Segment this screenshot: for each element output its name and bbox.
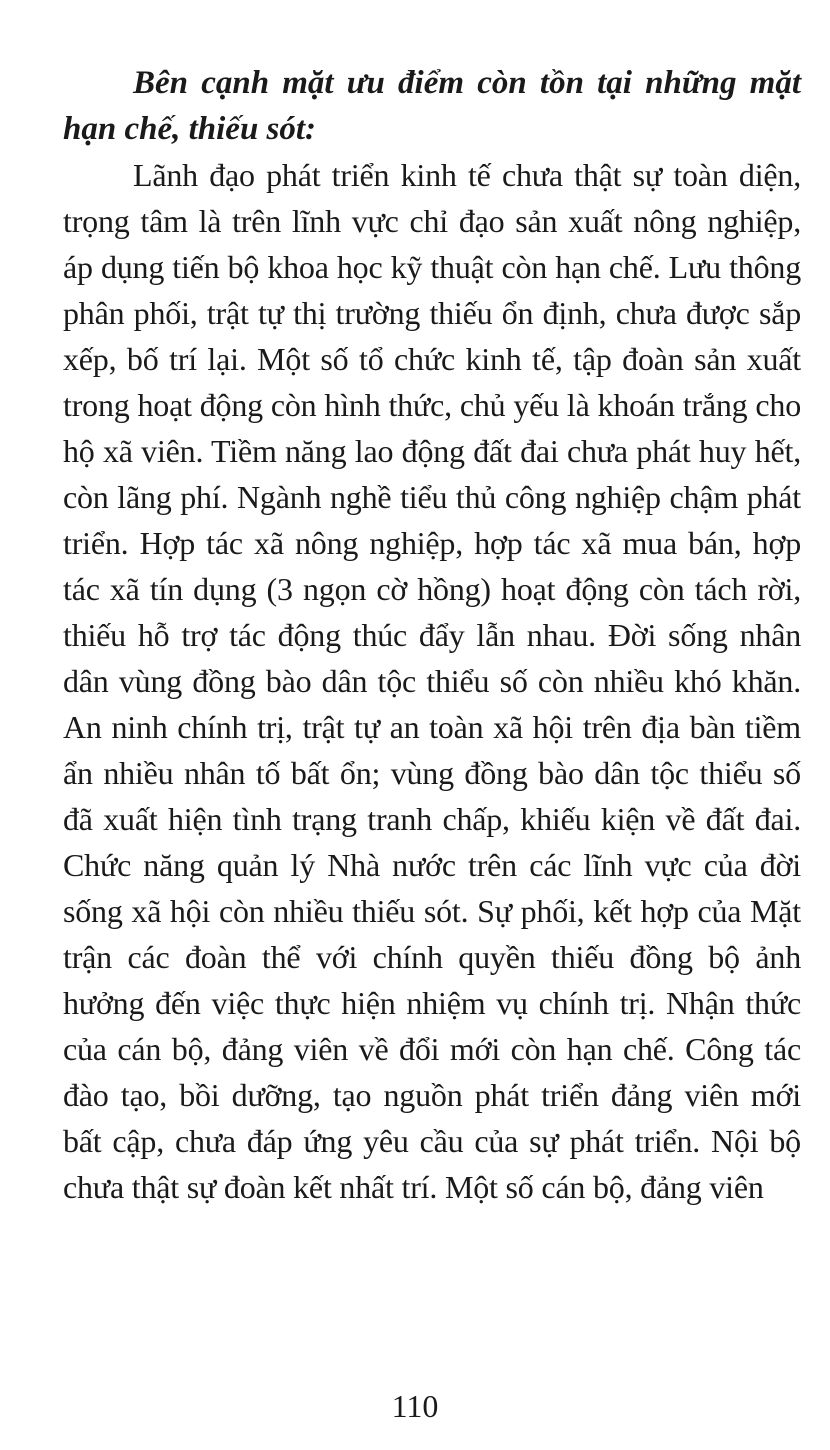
- body-paragraph: Lãnh đạo phát triển kinh tế chưa thật sự toàn diện, trọng tâm là trên lĩnh vực chỉ đạo sản xuất nông nghiệp, áp dụng tiến bộ khoa học kỹ thuật còn hạn chế. Lưu thông phân phối, trật tự thị trường thiếu ổn định, chưa được sắp xếp, bố trí lại. Một số tổ chức kinh tế, tập đoàn sản xuất trong hoạt động còn hình thức, chủ yếu là khoán trắng cho hộ xã viên. Tiềm năng lao động đất đai chưa phát huy hết, còn lãng phí. Ngành nghề tiểu thủ công nghiệp chậm phát triển. Hợp tác xã nông nghiệp, hợp tác xã mua bán, hợp tác xã tín dụng (3 ngọn cờ hồng) hoạt động còn tách rời, thiếu hỗ trợ tác động thúc đẩy lẫn nhau. Đời sống nhân dân vùng đồng bào dân tộc thiểu số còn nhiều khó khăn. An ninh chính trị, trật tự an toàn xã hội trên địa bàn tiềm ẩn nhiều nhân tố bất ổn; vùng đồng bào dân tộc thiểu số đã xuất hiện tình trạng tranh chấp, khiếu kiện về đất đai. Chức năng quản lý Nhà nước trên các lĩnh vực của đời sống xã hội còn nhiều thiếu sót. Sự phối, kết hợp của Mặt trận các đoàn thể với chính quyền thiếu đồng bộ ảnh hưởng đến việc thực hiện nhiệm vụ chính trị. Nhận thức của cán bộ, đảng viên về đổi mới còn hạn chế. Công tác đào tạo, bồi dưỡng, tạo nguồn phát triển đảng viên mới bất cập, chưa đáp ứng yêu cầu của sự phát triển. Nội bộ chưa thật sự đoàn kết nhất trí. Một số cán bộ, đảng viên: [63, 157, 801, 1205]
- section-heading: Bên cạnh mặt ưu điểm còn tồn tại những mặt hạn chế, thiếu sót:: [63, 65, 801, 147]
- text-block: [63, 60, 801, 1210]
- page-number: 110: [391, 1388, 439, 1424]
